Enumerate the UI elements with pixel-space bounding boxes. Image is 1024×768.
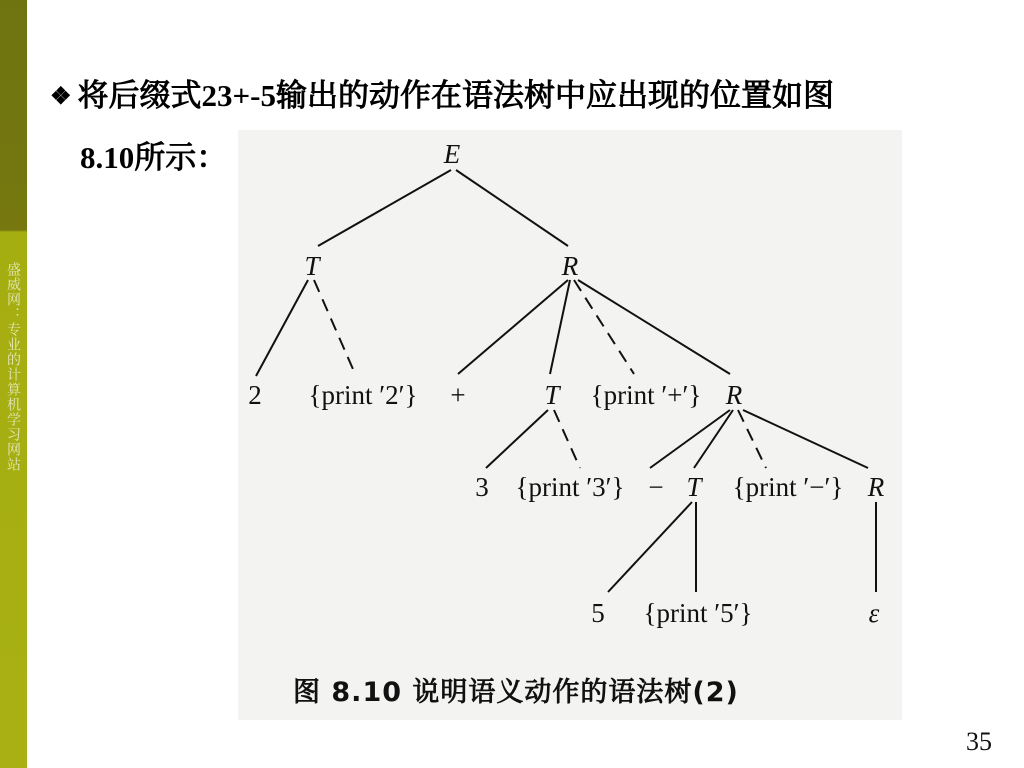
edge-r2-t xyxy=(694,410,733,468)
syntax-tree-figure xyxy=(238,130,902,720)
leaf-3: 3 xyxy=(475,472,489,502)
action-print-3: {print ′3′} xyxy=(515,472,625,502)
action-print-plus: {print ′+′} xyxy=(590,380,702,410)
leaf-plus: + xyxy=(450,380,466,410)
bullet-text-line1 xyxy=(50,70,834,115)
edge-t2-3 xyxy=(486,410,548,468)
node-r-2: R xyxy=(725,380,743,410)
edge-t-print2 xyxy=(314,280,356,376)
node-t-3: T xyxy=(686,472,702,502)
edge-e-t xyxy=(318,170,451,246)
action-print-minus: {print ′−′} xyxy=(732,472,844,502)
edge-r-plus xyxy=(458,280,568,374)
sidebar-vertical-text: 盛威网：专业的计算机学习网站 xyxy=(5,262,21,472)
node-e: E xyxy=(443,139,461,169)
syntax-tree-diagram xyxy=(238,130,902,720)
node-t-2: T xyxy=(544,380,560,410)
edge-t2-print3 xyxy=(554,410,580,468)
node-r: R xyxy=(561,251,579,281)
sidebar-band xyxy=(0,0,27,768)
node-r-3: R xyxy=(867,472,885,502)
diamond-bullet-icon: ❖ xyxy=(50,84,72,110)
edge-r-printplus xyxy=(574,280,634,374)
edge-e-r xyxy=(456,170,568,246)
page-number: 35 xyxy=(966,727,992,756)
action-print-5: {print ′5′} xyxy=(643,598,753,628)
figure-caption: 图 8.10 说明语义动作的语法树(2) xyxy=(293,677,739,708)
bullet-text-line2: 8.10所示： xyxy=(80,140,228,175)
leaf-2: 2 xyxy=(248,380,262,410)
edge-t3-5 xyxy=(608,502,692,592)
edge-t-2 xyxy=(256,280,308,376)
leaf-5: 5 xyxy=(591,598,605,628)
edge-r2-minus xyxy=(650,410,730,468)
leaf-epsilon: ε xyxy=(868,598,880,628)
bullet-line1-text: 将后缀式23+-5输出的动作在语法树中应出现的位置如图 xyxy=(77,78,835,113)
edge-r-r xyxy=(578,280,730,374)
leaf-minus: − xyxy=(648,472,664,502)
action-print-2: {print ′2′} xyxy=(308,380,418,410)
node-t: T xyxy=(304,251,320,281)
